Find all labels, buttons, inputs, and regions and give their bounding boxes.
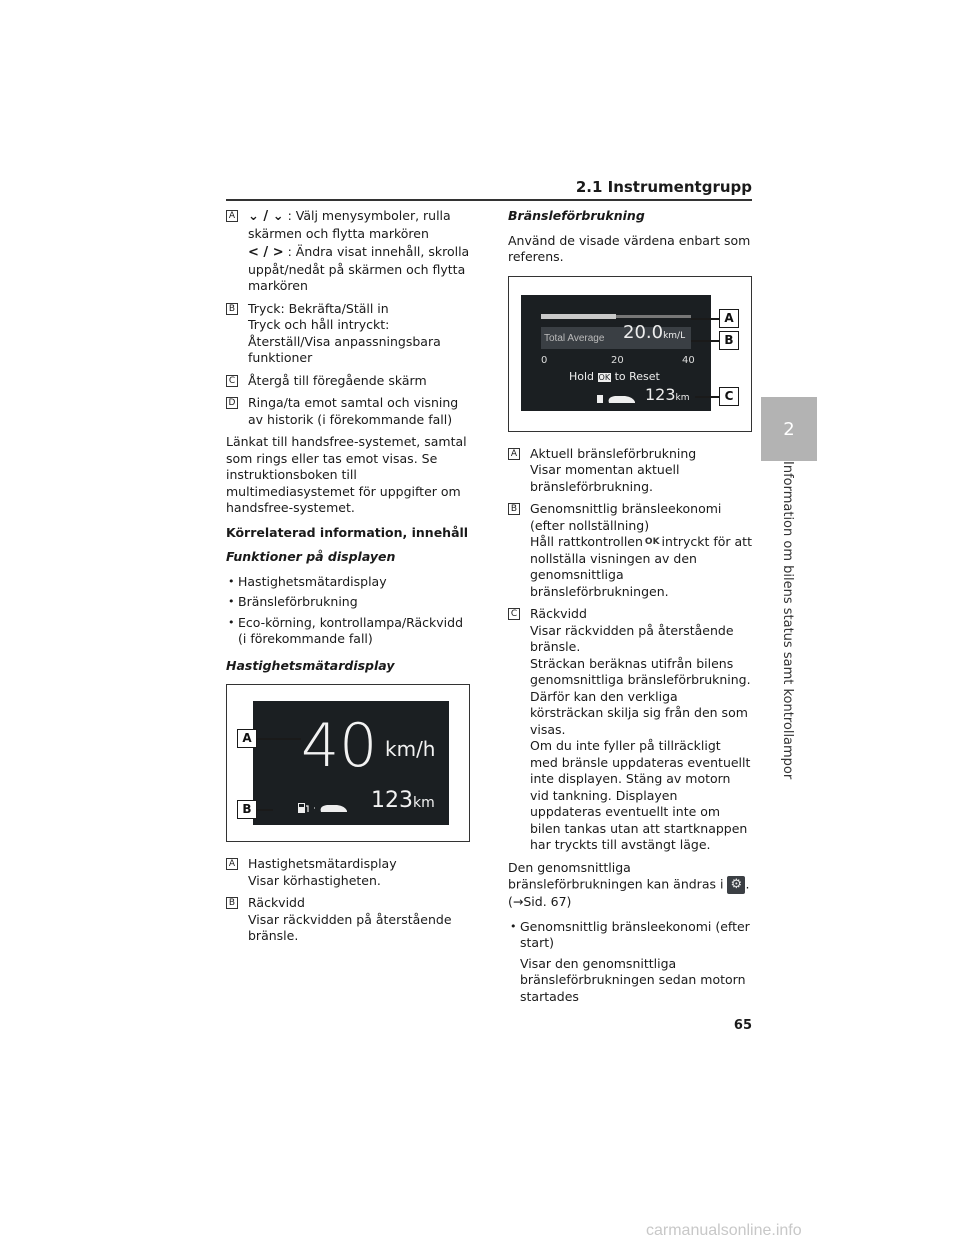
fuel-screen xyxy=(521,295,711,411)
handsfree-paragraph: Länkat till handsfree-systemet, samtal som rings eller tas emot visas. Se instruktionsboken till multimediasystemet för uppgifter om handsfree-systemet. xyxy=(226,434,467,515)
legend-title: Räckvidd xyxy=(530,606,587,622)
hold-to-reset xyxy=(569,369,660,387)
legend-text: Visar momentan aktuell bränsleförbrukning. xyxy=(530,462,680,494)
label-b: B xyxy=(226,303,238,315)
fuel-car-icon xyxy=(597,393,637,405)
callout-a: A xyxy=(237,729,257,748)
legend-text: Visar räckvidden på återstående bränsle. xyxy=(248,911,452,943)
control-b-text2: Tryck och håll intryckt: Återställ/Visa anpassningsbara funktioner xyxy=(248,317,441,365)
label-d: D xyxy=(226,397,238,409)
legend-text: Om du inte fyller på tillräckligt med bränsle uppdateras eventuellt inte displayen. Stäng av motorn vid tankning. Displayen uppdateras eventuellt inte om bilen tankas utan att startknappen har tryckts till avstängt läge. xyxy=(530,738,751,853)
settings-gear-icon xyxy=(727,876,745,894)
control-item-d xyxy=(226,395,472,428)
average-change-paragraph xyxy=(508,860,752,911)
legend-title: Räckvidd xyxy=(248,895,305,910)
fuel-illustration xyxy=(508,276,752,432)
para-text: . xyxy=(745,876,750,892)
ok-icon: OK xyxy=(644,537,660,548)
callout-b: B xyxy=(719,331,739,350)
legend-title: Hastighetsmätardisplay xyxy=(248,856,397,871)
average-unit: km/L xyxy=(663,330,686,341)
control-item-c xyxy=(226,373,472,390)
legend-text: Visar räckvidden på återstående bränsle. xyxy=(530,622,734,655)
chapter-title-text: Information om bilens status samt kontrollampor xyxy=(780,461,795,780)
bullet-item: • Bränsleförbrukning xyxy=(226,594,472,611)
range-value: 123 xyxy=(371,788,413,813)
chapter-title-vertical xyxy=(775,461,799,781)
section-title: 2.1 Instrumentgrupp xyxy=(575,178,752,196)
scale-tick: 20 xyxy=(611,354,624,366)
label-a: A xyxy=(226,210,238,222)
page-reference-link[interactable]: (→Sid. 67) xyxy=(508,894,572,910)
bullet-description: Visar den genomsnittliga bränsleförbrukningen sedan motorn startades xyxy=(520,955,746,1004)
speed-unit: km/h xyxy=(385,737,436,761)
bullet-item: • Hastighetsmätardisplay xyxy=(226,574,472,591)
legend-text: intryckt för att nollställa visningen av den genomsnittliga bränsleförbrukningen. xyxy=(530,534,752,599)
range-unit: km xyxy=(413,795,435,811)
speedometer-illustration xyxy=(226,684,470,842)
legend-label-b: B xyxy=(226,897,238,909)
control-item-b xyxy=(226,301,472,367)
bullet-item: • Genomsnittlig bränsleekonomi (efter start) xyxy=(508,919,752,952)
legend-text: Visar körhastigheten. xyxy=(248,872,381,888)
fuel-legend-c xyxy=(508,606,752,854)
legend-text: Håll rattkontrollen xyxy=(530,534,643,549)
heading-fuel: Bränsleförbrukning xyxy=(508,208,645,223)
chapter-tab[interactable]: 2 xyxy=(761,397,817,461)
heading-speedometer: Hastighetsmätardisplay xyxy=(226,657,395,673)
leader-line xyxy=(695,396,719,398)
legend-text: Sträckan beräknas utifrån bilens genomsnittliga bränsleförbrukning. Därför kan den verkliga körsträckan skilja sig från den som visas. xyxy=(530,655,751,737)
label-c: C xyxy=(226,375,238,387)
control-a-text1: : Välj menysymboler, rulla skärmen och flytta markören xyxy=(248,208,451,241)
fuel-range-value: 123 xyxy=(645,384,676,404)
ok-icon: OK xyxy=(598,372,611,382)
right-column xyxy=(508,208,752,1005)
legend-item-a xyxy=(226,856,472,889)
speed-value: 40 xyxy=(301,711,378,781)
legend-title: Genomsnittlig bränsleekonomi (efter nollställning) xyxy=(530,501,722,533)
control-a-text2: : Ändra visat innehåll, skrolla uppåt/nedåt på skärmen och flytta markören xyxy=(248,244,470,293)
control-c-text1: Återgå till föregående skärm xyxy=(248,372,427,388)
leader-line xyxy=(257,809,273,811)
callout-a: A xyxy=(719,309,739,328)
average-value: 20.0 xyxy=(623,321,664,343)
fuel-range-unit: km xyxy=(675,392,690,403)
callout-c: C xyxy=(719,387,739,406)
heading-display-functions: Funktioner på displayen xyxy=(226,549,396,564)
hold-text: Hold xyxy=(569,369,595,383)
reset-text: to Reset xyxy=(614,369,660,383)
control-d-text1: Ringa/ta emot samtal och visning av historik (i förekommande fall) xyxy=(248,395,459,427)
para-text: Den genomsnittliga bränsleförbrukningen kan ändras i xyxy=(508,859,724,892)
leader-line xyxy=(691,340,719,342)
fuel-bar-fill xyxy=(541,314,616,319)
fuel-pump-icon xyxy=(297,801,311,813)
header-rule xyxy=(226,199,752,201)
control-b-text1: Tryck: Bekräfta/Ställ in xyxy=(248,300,389,316)
scale-tick: 0 xyxy=(541,354,548,366)
up-down-arrows-icon: ⌄ / ⌄ xyxy=(248,209,284,224)
car-icon xyxy=(313,802,349,814)
left-right-arrows-icon: < / > xyxy=(248,245,284,260)
page-number: 65 xyxy=(733,1018,752,1033)
legend-label-c: C xyxy=(508,608,520,620)
legend-title: Aktuell bränsleförbrukning xyxy=(530,445,697,461)
callout-b: B xyxy=(237,800,257,819)
bullet-item: • Eco-körning, kontrollampa/Räckvidd (i förekommande fall) xyxy=(226,615,472,648)
scale-tick: 40 xyxy=(682,354,695,366)
fuel-intro: Använd de visade värdena enbart som referens. xyxy=(508,232,751,264)
legend-label-b: B xyxy=(508,503,520,515)
speed-screen xyxy=(253,701,449,825)
fuel-legend-b xyxy=(508,501,752,600)
leader-line xyxy=(257,738,301,740)
watermark: carmanualsonline.info xyxy=(646,1222,802,1239)
left-column xyxy=(226,208,472,951)
legend-label-a: A xyxy=(226,858,238,870)
control-item-a xyxy=(226,208,472,295)
heading-driving-info: Körrelaterad information, innehåll xyxy=(226,524,469,540)
fuel-legend-a xyxy=(508,446,752,496)
legend-item-b xyxy=(226,895,472,945)
leader-line xyxy=(691,318,719,320)
total-average-label: Total Average xyxy=(544,332,605,344)
legend-label-a: A xyxy=(508,448,520,460)
